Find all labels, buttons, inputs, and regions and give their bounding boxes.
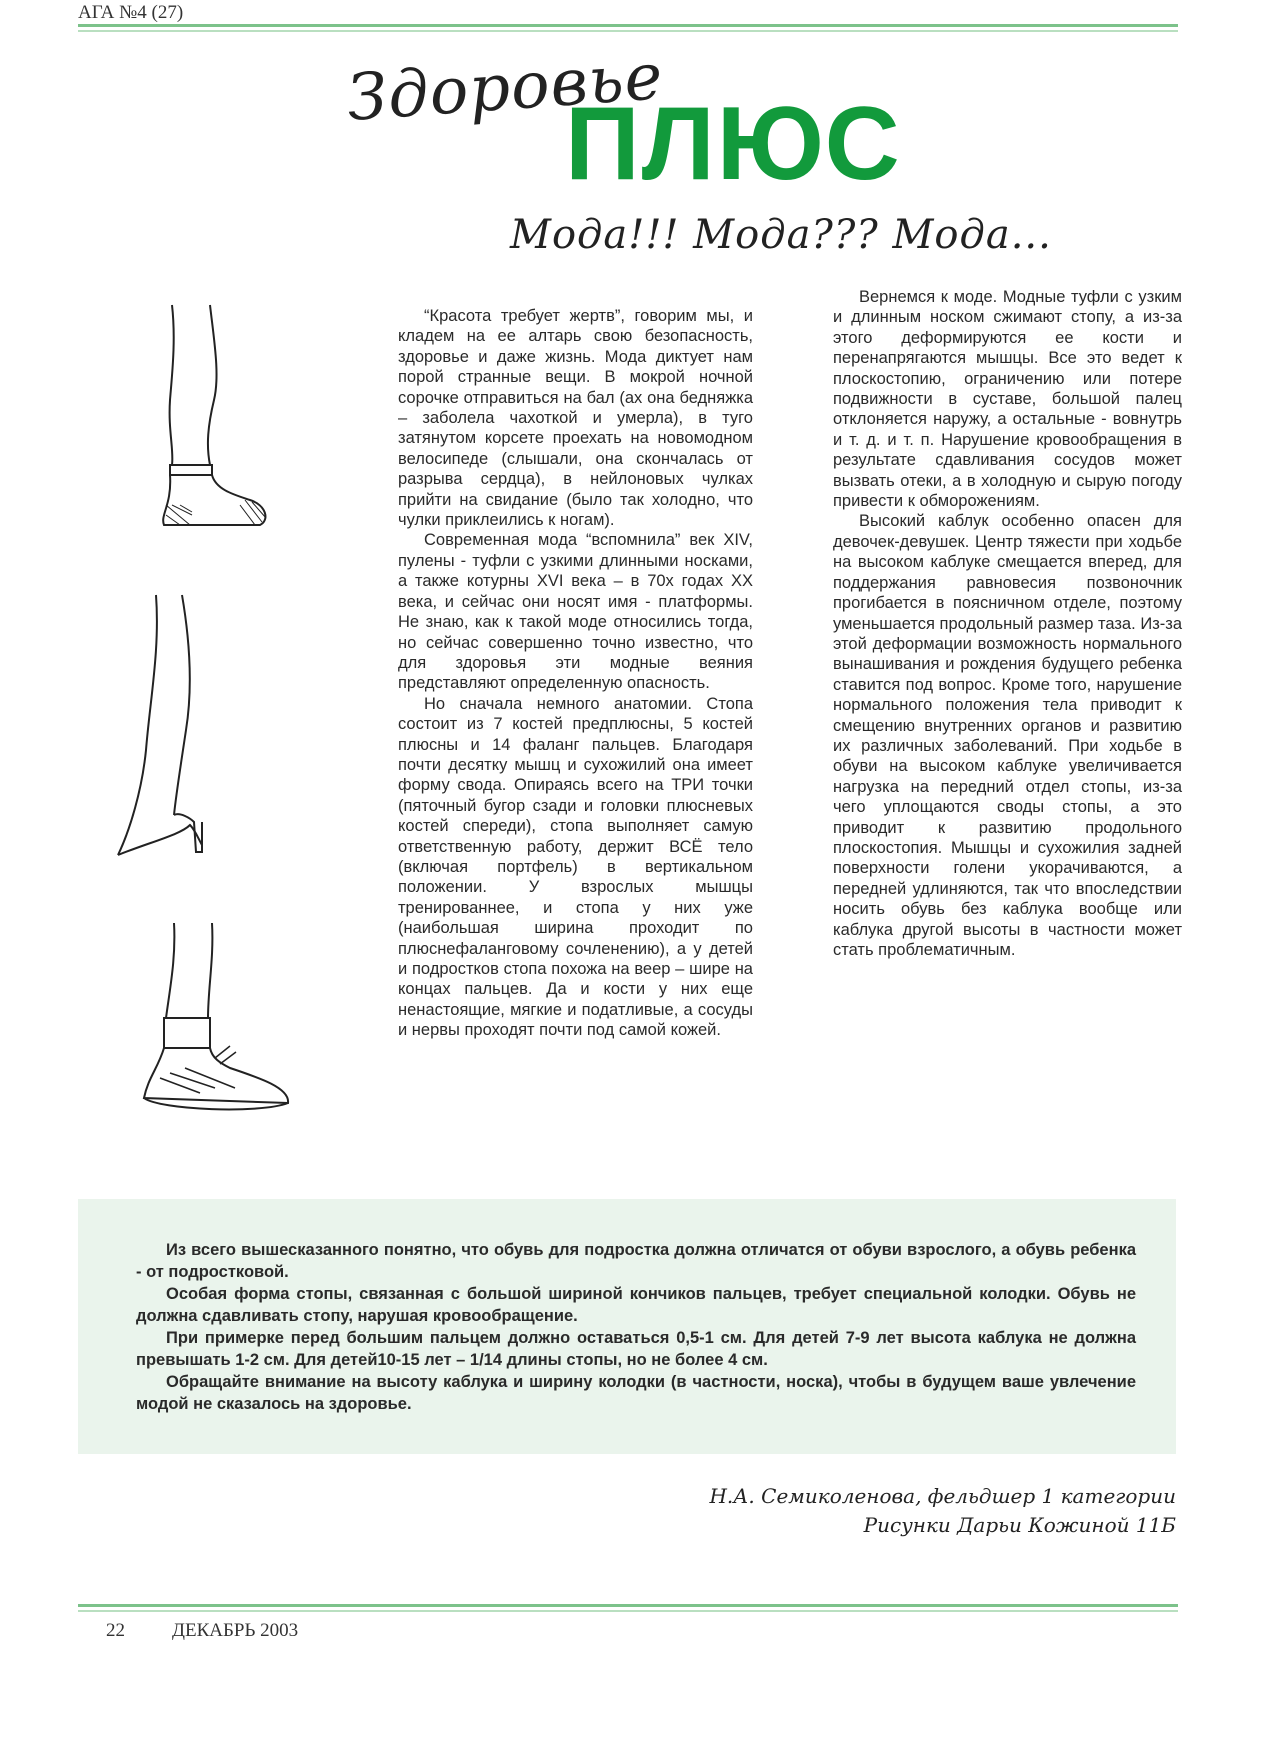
issue-date: ДЕКАБРЬ 2003 [172, 1620, 299, 1641]
article-column-1 [398, 306, 753, 1041]
summary-paragraph: При примерке перед большим пальцем должно оставаться 0,5-1 см. Для детей 7-9 лет высота каблука не должна превышать 1-2 см. Для детей10-15 лет – 1/14 длины стопы, но не более 4 см. [136, 1329, 1136, 1369]
article-column-2 [833, 287, 1182, 960]
header-rule-thin [78, 30, 1178, 32]
summary-box [78, 1199, 1176, 1454]
sock-leg-illustration [150, 300, 280, 530]
paragraph: Вернемся к моде. Модные туфли с узким и длинным носком сжимают стопу, а из-за этого деформируются ее кости и перенапрягаются мышцы. Все это ведет к плоскостопию, ограничению или потере подвижности в суставе, большой палец отклоняется наружу, а остальные - вовнутрь и т. д. и т. п. Нарушение кровообращения в результате сдавливания сосудов может вызвать отеки, а в холодную и сырую погоду привести к обморожениям. [833, 288, 1182, 511]
sneaker-leg-illustration [140, 918, 300, 1118]
drawings-credit: Рисунки Дарьи Кожиной 11Б [863, 1513, 1176, 1537]
logo-script: Здоровье [344, 40, 666, 136]
summary-paragraph: Обращайте внимание на высоту каблука и ширину колодки (в частности, носка), чтобы в будущем ваше увлечение модой не сказалось на здоровье. [136, 1373, 1136, 1413]
author-credit: Н.А. Семиколенова, фельдшер 1 категории [709, 1484, 1176, 1508]
paragraph: Современная мода “вспомнила” век XIV, пулены - туфли с узкими длинными носками, а также котурны XVI века – в 70х годах ХХ века, и сейчас они носят имя - платформы. Не знаю, как к такой моде относились тогда, но сейчас совершенно точно известно, что для здоровья эти модные веяния представляют определенную опасность. [398, 531, 753, 693]
logo-plus: ПЛЮС [565, 86, 902, 202]
article-title: Мода!!! Мода??? Мода... [510, 212, 1052, 258]
page-number: 22 [106, 1620, 125, 1641]
footer-rule-thin [78, 1610, 1178, 1612]
summary-paragraph: Особая форма стопы, связанная с большой шириной кончиков пальцев, требует специальной колодки. Обувь не должна сдавливать стопу, нарушая кровообращение. [136, 1285, 1136, 1325]
footer-rule [78, 1604, 1178, 1607]
summary-paragraph: Из всего вышесказанного понятно, что обувь для подростка должна отличатся от обуви взрослого, а обувь ребенка - от подростковой. [136, 1241, 1136, 1281]
paragraph: Высокий каблук особенно опасен для девочек-девушек. Центр тяжести при ходьбе на высоком каблуке смещается вперед, для поддержания равновесия позвоночник прогибается в поясничном отделе, поэтому уменьшается продольный размер таза. Из-за этой деформации возможность нормального вынашивания и рождения будущего ребенка ставится под вопрос. Кроме того, нарушение нормального положения тела приводит к смещению внутренних органов и развитию их различных заболеваний. При ходьбе в обуви на высоком каблуке увеличивается нагрузка на передний отдел стопы, из-за чего уплощаются своды стопы, а это приводит к развитию продольного плоскостопия. Мышцы и сухожилия задней поверхности голени укорачиваются, а передней удлиняются, так что впоследствии носить обувь без каблука вообще или каблука другой высоты в частности может стать проблематичным. [833, 512, 1182, 959]
paragraph: “Красота требует жертв”, говорим мы, и кладем на ее алтарь свою безопасность, здоровье и даже жизнь. Мода диктует нам порой странные вещи. В мокрой ночной сорочке отправиться на бал (ах она бедняжка – заболела чахоткой и умерла), в туго затянутом корсете проехать на новомодном велосипеде (слышали, она скончалась от разрыва сердца), в нейлоновых чулках прийти на свидание (было так холодно, что чулки приклеились к ногам). [398, 307, 753, 530]
paragraph: Но сначала немного анатомии. Стопа состоит из 7 костей предплюсны, 5 костей плюсны и 14 фаланг пальцев. Благодаря почти десятку мышц и сухожилий она имеет форму свода. Опираясь всего на ТРИ точки (пяточный бугор сзади и головки плюсневых костей спереди), стопа выполняет самую ответственную работу, держит ВСЁ тело (включая портфель) в вертикальном положении. У взрослых мышцы тренированнее, и стопа у них уже (наибольшая ширина проходит по плюснефаланговому сочленению), а у детей и подростков стопа похожа на веер – шире на концах пальцев. Да и кости у них еще ненастоящие, мягкие и податливые, а сосуды и нервы проходят почти под самой кожей. [398, 694, 753, 1040]
issue-label: АГА №4 (27) [78, 2, 184, 23]
header-rule [78, 24, 1178, 27]
high-heel-leg-illustration [110, 590, 240, 870]
